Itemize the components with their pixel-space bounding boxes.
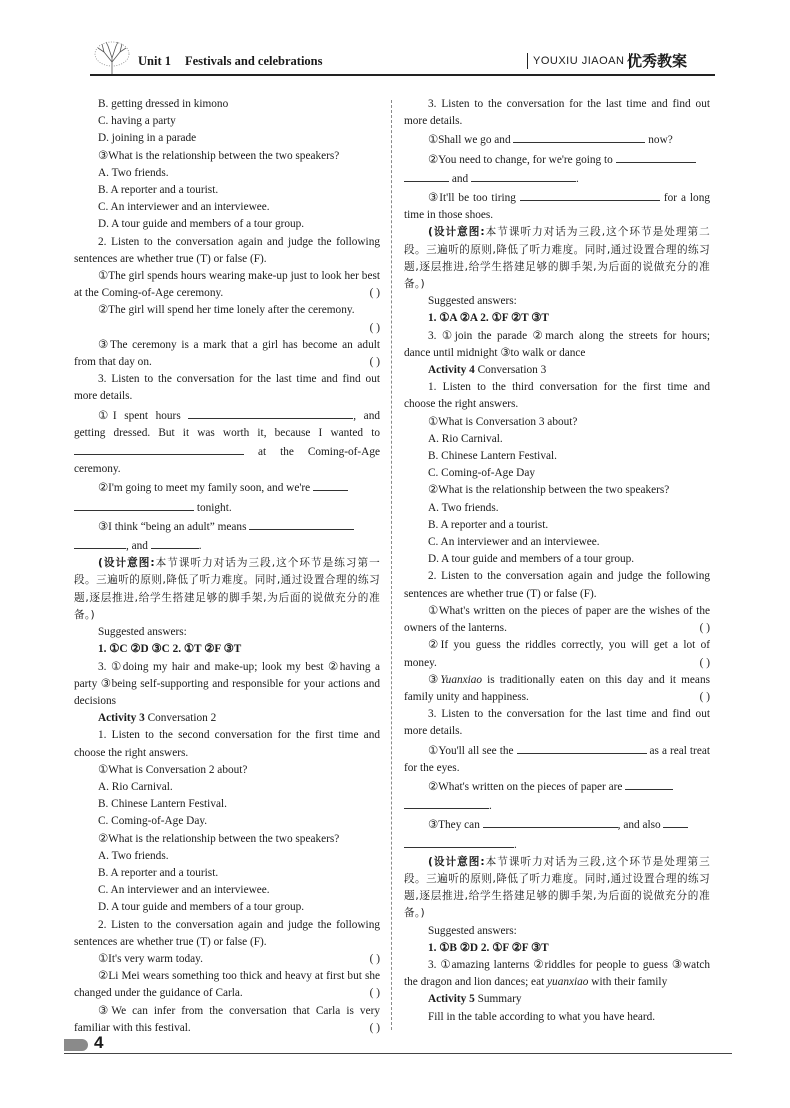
blank[interactable] — [483, 815, 618, 828]
answers: 3. ①join the parade ②march along the streets for hours; dance until midnight ③to walk or dance — [404, 329, 710, 359]
option: B. Chinese Lantern Festival. — [428, 450, 557, 463]
judge-item: ③We can infer from the conversation that Carla is very familiar with this festival. ( ) — [74, 1004, 380, 1034]
question: ②What is the relationship between the two speakers? — [428, 484, 670, 497]
judge-item: ①It's very warm today. ( ) — [98, 952, 380, 965]
brand-label: YOUXIU JIAOAN — [527, 53, 630, 69]
left-column — [74, 96, 380, 1037]
option: D. A tour guide and members of a tour group. — [428, 553, 635, 566]
instruction: 1. Listen to the second conversation for the first time and choose the right answers. — [74, 729, 380, 759]
instruction: 2. Listen to the conversation again and judge the following sentences are whether true (T) or false (F). — [404, 570, 710, 600]
option: B. A reporter and a tourist. — [428, 518, 549, 531]
fill-item: ①You'll all see the as a real treat for the eyes. — [404, 741, 710, 777]
right-column — [404, 96, 710, 1026]
option: B. A reporter and a tourist. — [98, 866, 219, 879]
blank[interactable] — [517, 741, 647, 754]
answers: 1. ①A ②A 2. ①F ②T ③T — [428, 312, 549, 325]
fill-item: ③I think “being an adult” means , and . — [74, 517, 380, 555]
option: B. getting dressed in kimono — [98, 98, 229, 110]
judge-item: ②Li Mei wears something too thick and heavy at first but she changed under the guidance of Carla. ( ) — [74, 970, 380, 1000]
suggested-answers-label: Suggested answers: — [428, 295, 517, 308]
design-note: (设计意图:本节课听力对话为三段,这个环节是练习第一段。三遍听的原则,降低了听力难度。同时,通过设置合理的练习题,逐层推进,给学生搭建足够的脚手架,为后面的说做充分的准备。) — [74, 557, 380, 621]
blank[interactable] — [616, 150, 696, 163]
judge-item: ②If you guess the riddles correctly, you will get a lot of money. ( ) — [404, 639, 710, 669]
blank[interactable] — [404, 169, 449, 182]
judge-item: ③Yuanxiao is traditionally eaten on this day and it means family unity and happiness. ( ) — [404, 673, 710, 703]
blank[interactable] — [663, 815, 688, 828]
blank[interactable] — [249, 517, 354, 530]
option: D. joining in a parade — [98, 132, 197, 145]
question: ①What is Conversation 2 about? — [98, 763, 248, 776]
instruction: 3. Listen to the conversation for the last time and find out more details. — [74, 373, 380, 403]
option: A. Two friends. — [98, 166, 169, 179]
instruction: 2. Listen to the conversation again and judge the following sentences are whether true (T) or false (F). — [74, 918, 380, 948]
blank[interactable] — [520, 188, 660, 201]
question: ②What is the relationship between the two speakers? — [98, 832, 340, 845]
answers: 3. ①amazing lanterns ②riddles for people to guess ③watch the dragon and lion dances; eat yuanxiao with their family — [404, 958, 710, 989]
blank[interactable] — [188, 406, 353, 419]
answers: 1. ①B ②D 2. ①F ②F ③T — [428, 941, 549, 954]
page-tab-marker — [64, 1039, 88, 1051]
question: ①What is Conversation 3 about? — [428, 415, 578, 428]
instruction: Fill in the table according to what you have heard. — [428, 1010, 656, 1023]
option: D. A tour guide and members of a tour group. — [98, 218, 305, 231]
fill-item: ①I spent hours , and getting dressed. But it was worth it, because I wanted to at the Coming-of-Age ceremony. — [74, 406, 380, 479]
option: D. A tour guide and members of a tour group. — [98, 901, 305, 914]
instruction: 2. Listen to the conversation again and judge the following sentences are whether true (T) or false (F). — [74, 235, 380, 265]
footer-rule — [64, 1053, 732, 1054]
page-number: 4 — [94, 1033, 104, 1052]
brand-chinese: 优秀教案 — [627, 52, 688, 70]
fill-item: ②What's written on the pieces of paper are . — [404, 777, 710, 815]
fill-item: ①Shall we go and now? — [404, 130, 710, 149]
option: C. Coming-of-Age Day — [428, 467, 535, 480]
option: A. Rio Carnival. — [98, 780, 173, 793]
design-note: (设计意图:本节课听力对话为三段,这个环节是处理第二段。三遍听的原则,降低了听力难度。同时,通过设置合理的练习题,逐层推进,给学生搭建足够的脚手架,为后面的说做充分的准备。) — [404, 226, 710, 291]
activity-heading: Activity 4 Conversation 3 — [428, 364, 547, 377]
judge-item: ②The girl will spend her time lonely after the ceremony. — [98, 304, 355, 317]
fill-item: ③They can , and also . — [404, 815, 710, 853]
blank[interactable] — [74, 498, 194, 511]
fill-item: ③It'll be too tiring for a long time in those shoes. — [404, 188, 710, 224]
design-note: (设计意图:本节课听力对话为三段,这个环节是处理第三段。三遍听的原则,降低了听力难度。同时,通过设置合理的练习题,逐层推进,给学生搭建足够的脚手架,为后面的说做充分的准备。) — [404, 855, 710, 920]
option: B. A reporter and a tourist. — [98, 184, 219, 197]
unit-title: Unit 1 Festivals and celebrations — [138, 54, 323, 68]
blank[interactable] — [471, 169, 576, 182]
answer-paren: ( ) — [369, 321, 380, 334]
option: A. Rio Carnival. — [428, 432, 503, 445]
activity-heading: Activity 5 Summary — [428, 993, 522, 1006]
option: A. Two friends. — [98, 849, 169, 862]
suggested-answers-label: Suggested answers: — [98, 626, 187, 639]
fill-item: ②I'm going to meet my family soon, and we're tonight. — [74, 478, 380, 516]
instruction: 3. Listen to the conversation for the last time and find out more details. — [404, 708, 710, 738]
blank[interactable] — [313, 478, 348, 491]
blank[interactable] — [404, 796, 489, 809]
option: C. Coming-of-Age Day. — [98, 815, 208, 828]
activity-heading: Activity 3 Conversation 2 — [98, 712, 217, 725]
option: C. having a party — [98, 115, 176, 128]
instruction: 1. Listen to the third conversation for the first time and choose the right answers. — [404, 381, 710, 411]
answers: 1. ①C ②D ③C 2. ①T ②F ③T — [98, 643, 242, 656]
option: C. An interviewer and an interviewee. — [98, 201, 270, 214]
question: ③What is the relationship between the two speakers? — [98, 149, 340, 162]
blank[interactable] — [625, 777, 673, 790]
option: A. Two friends. — [428, 501, 499, 514]
blank[interactable] — [74, 536, 126, 549]
answers: 3. ①doing my hair and make-up; look my best ②having a party ③being self-supporting and responsible for your actions and decisions — [74, 660, 380, 707]
tree-logo-icon — [92, 40, 132, 76]
blank[interactable] — [74, 442, 244, 455]
judge-item: ①The girl spends hours wearing make-up just to look her best at the Coming-of-Age ceremony. ( ) — [74, 270, 380, 300]
option: C. An interviewer and an interviewee. — [428, 536, 600, 549]
blank[interactable] — [404, 835, 514, 848]
blank[interactable] — [151, 536, 199, 549]
fill-item: ②You need to change, for we're going to and . — [404, 150, 710, 188]
option: C. An interviewer and an interviewee. — [98, 884, 270, 897]
option: B. Chinese Lantern Festival. — [98, 798, 227, 811]
judge-item: ①What's written on the pieces of paper are the wishes of the owners of the lanterns. ( ) — [404, 604, 710, 635]
suggested-answers-label: Suggested answers: — [428, 924, 517, 937]
column-divider — [391, 100, 392, 1030]
header-rule — [90, 74, 715, 76]
page-header — [0, 0, 790, 80]
judge-item: ③The ceremony is a mark that a girl has become an adult from that day on. ( ) — [74, 338, 380, 369]
blank[interactable] — [513, 130, 645, 143]
instruction: 3. Listen to the conversation for the last time and find out more details. — [404, 98, 710, 128]
